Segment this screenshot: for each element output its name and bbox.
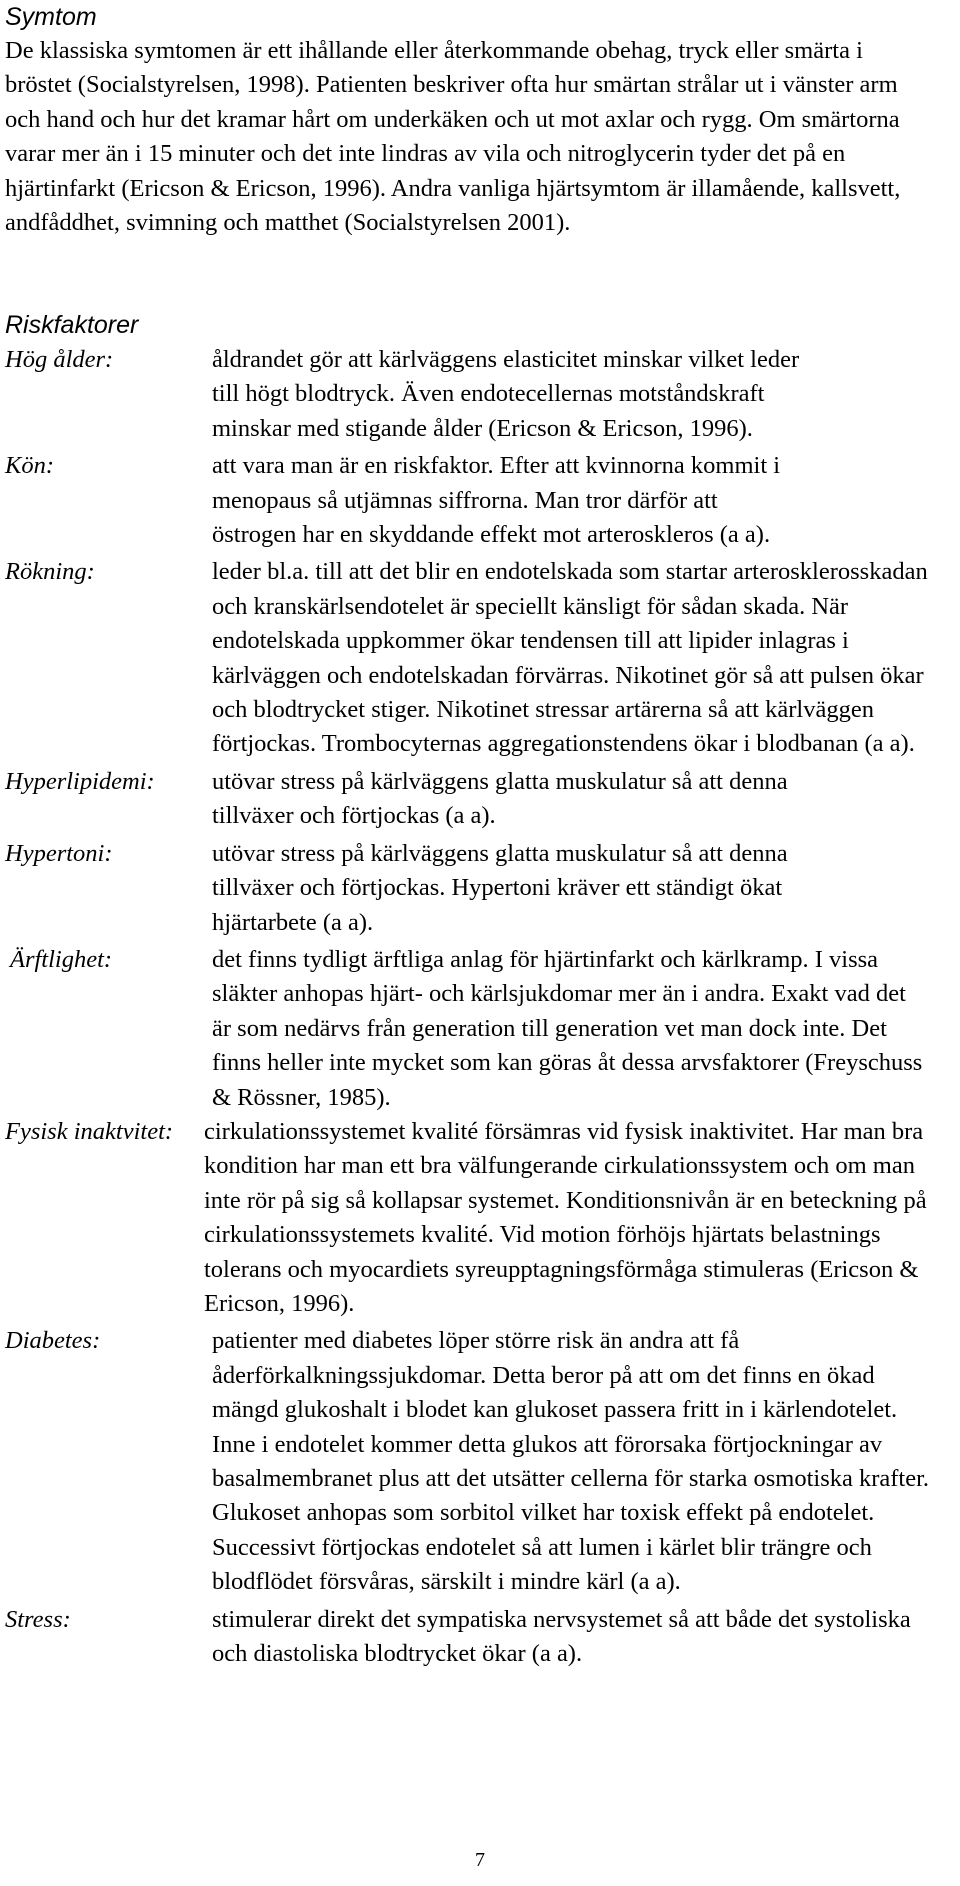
risk-factor-fysisk-inaktivitet [5,1115,935,1321]
term-description: utövar stress på kärlväggens glatta muskulatur så att denna tillväxer och förtjockas (a a). [212,767,788,830]
symtom-paragraph: De klassiska symtomen är ett ihållande eller återkommande obehag, tryck eller smärta i bröstet (Socialstyrelsen, 1998). Patienten beskriver ofta hur smärtan strålar ut i vänster arm och hand och hur det kramar hårt om underkäken och ut mot axlar och rygg. Om smärtorna varar mer än i 15 minuter och det inte lindras av vila och nitroglycerin tyder det på en hjärtinfarkt (Ericson & Ericson, 1996). Andra vanliga hjärtsymtom är illamående, kallsvett, andfåddhet, svimning och matthet (Socialstyrelsen 2001). [5,37,901,237]
risk-factor-rokning [5,555,935,761]
symtom-heading: Symtom [5,3,97,31]
risk-factor-hog-alder [5,343,935,446]
term-label: Hypertoni: [5,839,113,867]
term-description: åldrandet gör att kärlväggens elasticitet minskar vilket leder till högt blodtryck. Även endotecellernas motståndskraft minskar med stigande ålder (Ericson & Ericson, 1996). [212,346,800,442]
term-label: Diabetes: [5,1327,101,1355]
term-description: cirkulationssystemet kvalité försämras vid fysisk inaktivitet. Har man bra kondition har man ett bra välfungerande cirkulationssystem och om man inte rör på sig så kollapsar systemet. Konditionsnivån är en beteckning på cirkulationssystemets kvalité. Vid motion förhöjs hjärtats belastnings tolerans och myocardiets syreupptagningsförmåga stimuleras (Ericson & Ericson, 1996). [204,1117,927,1317]
term-description: leder bl.a. till att det blir en endotelskada som startar arterosklerosskadan och kranskärlsendotelet är speciellt känsligt för sådan skada. När endotelskada uppkommer ökar tendensen till att lipider inlagras i kärlväggen och endotelskadan förvärras. Nikotinet gör så att pulsen ökar och blodtrycket stiger. Nikotinet stressar artärerna så att kärlväggen förtjockas. Trombocyternas aggregationstendens ökar i blodbanan (a a). [212,558,928,758]
term-label: Ärftlighet: [10,945,113,973]
term-label: Hyperlipidemi: [5,767,155,795]
term-label: Kön: [5,452,54,480]
term-label: Hög ålder: [5,346,114,373]
term-description: utövar stress på kärlväggens glatta muskulatur så att denna tillväxer och förtjockas. Hypertoni kräver ett ständigt ökat hjärtarbete (a a). [212,839,788,936]
term-description: stimulerar direkt det sympatiska nervsystemet så att både det systoliska och diastoliska blodtrycket ökar (a a). [212,1605,911,1668]
riskfaktorer-heading: Riskfaktorer [5,311,139,339]
term-description: patienter med diabetes löper större risk än andra att få åderförkalkningssjukdomar. Detta beror på att om det finns en ökad mängd glukoshalt i blodet kan glukoset passera fritt in i kärlendotelet. Inne i endotelet kommer detta glukos att förorsaka förtjockningar av basalmembranet plus att det utsätter cellerna för starka osmotiska krafter. Glukoset anhopas som sorbitol vilket har toxisk effekt på endotelet. Successivt förtjockas endotelet så att lumen i kärlet blir trängre och blodflödet försvåras, särskilt i mindre kärl (a a). [212,1327,930,1596]
term-label: Stress: [5,1605,71,1633]
term-description: att vara man är en riskfaktor. Efter att kvinnorna kommit i menopaus så utjämnas siffrorna. Man tror därför att östrogen har en skyddande effekt mot arteroskleros (a a). [212,452,781,549]
term-label: Rökning: [5,558,95,586]
risk-factor-arftlighet [5,943,935,1115]
risk-factor-list [5,343,935,1671]
risk-factor-stress [5,1603,935,1672]
risk-factor-diabetes [5,1324,935,1599]
term-description: det finns tydligt ärftliga anlag för hjärtinfarkt och kärlkramp. I vissa släkter anhopas hjärt- och kärlsjukdomar mer än i andra. Exakt vad det är som nedärvs från generation till generation vet man dock inte. Det finns heller inte mycket som kan göras åt dessa arvsfaktorer (Freyschuss & Rössner, 1985). [212,945,923,1111]
term-label: Fysisk inaktvitet: [5,1117,174,1145]
risk-factor-hyperlipidemi [5,765,935,834]
page-number: 7 [475,1849,485,1871]
risk-factor-kon [5,449,935,552]
risk-factor-hypertoni [5,837,935,940]
